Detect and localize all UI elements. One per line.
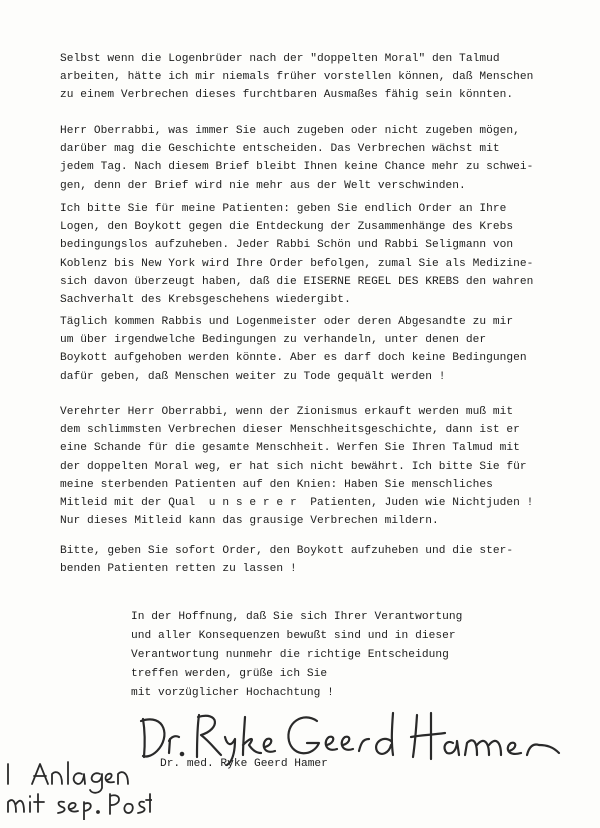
text-line: um über irgendwelche Bedingungen zu verhandeln, unter denen der xyxy=(60,334,487,347)
closing-line: mit vorzüglicher Hochachtung ! xyxy=(131,687,334,699)
text-line: dafür geben, daß Menschen weiter zu Tode gequält werden ! xyxy=(60,370,446,383)
text-line: Verehrter Herr Oberrabbi, wenn der Zionismus erkauft werden muß mit xyxy=(60,406,514,418)
text-line: Täglich kommen Rabbis und Logenmeister oder deren Abgesandte zu mir xyxy=(60,316,514,328)
text-line: Nur dieses Mitleid kann das grausige Verbrechen mildern. xyxy=(60,515,439,528)
text-line: dem schlimmsten Verbrechen dieser Menschheitsgeschichte, dann ist er xyxy=(60,424,520,437)
closing-line: In der Hoffnung, daß Sie sich Ihrer Verantwortung xyxy=(131,611,463,623)
paragraph-1 xyxy=(60,50,580,105)
text-line: zu einem Verbrechen dieses furchtbaren Ausmaßes fähig sein könnten. xyxy=(60,89,514,102)
text-line: eine Schande für die gesamte Menschheit. Werfen Sie Ihren Talmud mit xyxy=(60,442,520,455)
closing-line: Verantwortung nunmehr die richtige Entscheidung xyxy=(131,649,449,661)
typed-signature-name: Dr. med. Ryke Geerd Hamer xyxy=(160,758,328,770)
text-line: darüber mag die Geschichte entscheiden. Das Verbrechen wächst mit xyxy=(60,143,500,156)
text-line: bedingungslos aufzuheben. Jeder Rabbi Schön und Rabbi Seligmann von xyxy=(60,239,514,252)
text-line: Selbst wenn die Logenbrüder nach der "doppelten Moral" den Talmud xyxy=(60,53,500,65)
paragraph-2 xyxy=(60,122,580,195)
paragraph-6 xyxy=(60,542,580,578)
text-line: Sachverhalt des Krebsgeschehens wiedergibt. xyxy=(60,293,351,306)
text-line: sich davon überzeugt haben, daß die EISERNE REGEL DES KREBS den wahren xyxy=(60,275,534,288)
text-line: der doppelten Moral weg, er hat sich nicht bewährt. Ich bitte Sie für xyxy=(60,460,527,473)
text-line: jedem Tag. Nach diesem Brief bleibt Ihnen keine Chance mehr zu schwei- xyxy=(60,161,534,174)
text-line: meine sterbenden Patienten auf den Knien: Haben Sie menschliches xyxy=(60,478,493,491)
text-line: Koblenz bis New York wird Ihre Order befolgen, zumal Sie als Medizine- xyxy=(60,257,534,270)
handwritten-attachment-note xyxy=(2,760,152,820)
text-line: arbeiten, hätte ich mir niemals früher vorstellen können, daß Menschen xyxy=(60,71,534,84)
closing-line: treffen werden, grüße ich Sie xyxy=(131,668,328,680)
text-line: Bitte, geben Sie sofort Order, den Boykott aufzuheben und die ster- xyxy=(60,545,514,557)
paragraph-5 xyxy=(60,403,580,530)
paragraph-3 xyxy=(60,200,580,309)
text-line: Boykott aufgehoben werden könnte. Aber es darf doch keine Bedingungen xyxy=(60,352,527,365)
text-line: Logen, den Boykott gegen die Entdeckung der Zusammenhänge des Krebs xyxy=(60,221,514,234)
text-line: gen, denn der Brief wird nie mehr aus der Welt verschwinden. xyxy=(60,179,466,192)
text-line: benden Patienten retten zu lassen ! xyxy=(60,563,297,576)
text-line: Herr Oberrabbi, was immer Sie auch zugeben oder nicht zugeben mögen, xyxy=(60,125,520,137)
closing-line: und aller Konsequenzen bewußt sind und in dieser xyxy=(131,630,456,642)
text-line: Mitleid mit der Qual u n s e r e r Patienten, Juden wie Nichtjuden ! xyxy=(60,496,534,509)
paragraph-4 xyxy=(60,313,580,386)
text-line: Ich bitte Sie für meine Patienten: geben Sie endlich Order an Ihre xyxy=(60,203,507,215)
closing-block xyxy=(131,608,551,703)
